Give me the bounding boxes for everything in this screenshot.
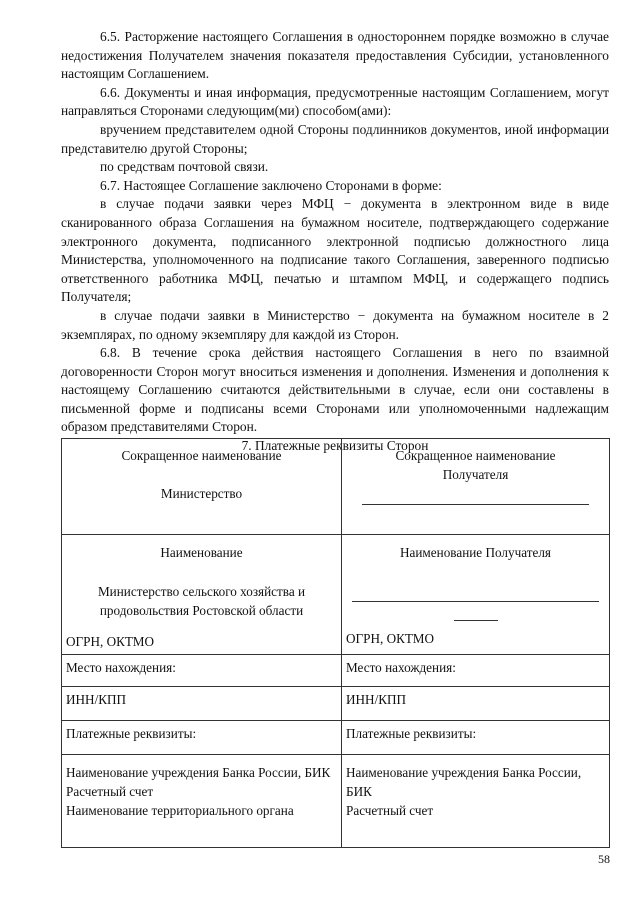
ministry-name-cell	[62, 535, 342, 655]
recipient-short-name-label: Сокращенное наименование Получателя	[395, 448, 556, 482]
section-title: 7. Платежные реквизиты Сторон	[241, 438, 429, 454]
territorial-body-label: Наименование территориального органа	[66, 803, 294, 818]
ministry-full-name: Министерство сельского хозяйства и продовольствия Ростовской области	[97, 584, 306, 618]
paragraph-6-6: 6.6. Документы и иная информация, предусмотренные настоящим Соглашением, могут направляться Сторонами следующим(ми) способом(ами):	[61, 84, 609, 119]
table-row	[62, 721, 610, 755]
recipient-ogrn-label: ОГРН, ОКТМО	[346, 631, 435, 646]
recipient-payment-cell: Платежные реквизиты:	[342, 721, 610, 755]
paragraph-delivery: вручением представителем одной Стороны подлинников документов, иной информации представителю другой Стороны;	[61, 121, 609, 156]
bank-details-cell	[62, 755, 342, 848]
requisites-table	[61, 438, 610, 848]
paragraph-6-5: 6.5. Расторжение настоящего Соглашения в одностороннем порядке возможно в случае недостижения Получателем значения показателя предоставления Субсидии, установленного настоящим Соглашением.	[61, 29, 609, 82]
recipient-inn-cell: ИНН/КПП	[342, 687, 610, 721]
ministry-short-name-cell	[62, 439, 342, 535]
recipient-name-label: Наименование Получателя	[400, 545, 551, 560]
account-label: Расчетный счет	[66, 784, 154, 799]
table-row	[62, 439, 610, 535]
table-row	[62, 535, 610, 655]
recipient-bank-name-label: Наименование учреждения Банка России, БИК	[346, 765, 582, 799]
recipient-name-line	[352, 601, 599, 602]
bank-name-label: Наименование учреждения Банка России, БИК	[66, 765, 331, 780]
document-body	[61, 28, 609, 456]
location-cell: Место нахождения:	[62, 655, 342, 687]
table-row	[62, 755, 610, 848]
signature-line	[362, 504, 589, 505]
page-number: 58	[598, 852, 610, 866]
inn-cell: ИНН/КПП	[62, 687, 342, 721]
paragraph-ministry: в случае подачи заявки в Министерство − документа на бумажном носителе в 2 экземплярах, по одному экземпляру для каждой из Сторон.	[61, 307, 609, 342]
recipient-name-cell	[342, 535, 610, 655]
paragraph-6-8: 6.8. В течение срока действия настоящего Соглашения в него по взаимной договоренности Сторон могут вноситься изменения и дополнения. Изменения и дополнения к настоящему Соглашению считаются действительными в случае, если они составлены в письменной форме и подписаны всеми Сторонами или уполномоченными надлежащим образом представителями Сторон.	[61, 345, 609, 435]
paragraph-mfc: в случае подачи заявки через МФЦ − документа в электронном виде в виде сканированного образа Соглашения на бумажном носителе, подтверждающего содержание электронного документа, подписанного электронной подписью должностного лица Министерства, уполномоченного на подписание такого Соглашения, заверенного подписью ответственного работника МФЦ, печатью и штампом МФЦ, и содержащего подпись Получателя;	[61, 196, 609, 305]
table-row	[62, 655, 610, 687]
paragraph-postal: по средствам почтовой связи.	[100, 159, 269, 175]
paragraph-6-7: 6.7. Настоящее Соглашение заключено Сторонами в форме:	[100, 177, 442, 193]
ogrn-label: ОГРН, ОКТМО	[66, 634, 155, 649]
recipient-account-label: Расчетный счет	[346, 803, 434, 818]
recipient-bank-details-cell	[342, 755, 610, 848]
recipient-location-cell: Место нахождения:	[342, 655, 610, 687]
recipient-short-name-cell	[342, 439, 610, 535]
payment-cell: Платежные реквизиты:	[62, 721, 342, 755]
ministry-short-name: Министерство	[160, 486, 243, 501]
name-label: Наименование	[160, 545, 243, 560]
short-name-label: Сокращенное наименование	[121, 448, 282, 463]
table-row	[62, 687, 610, 721]
